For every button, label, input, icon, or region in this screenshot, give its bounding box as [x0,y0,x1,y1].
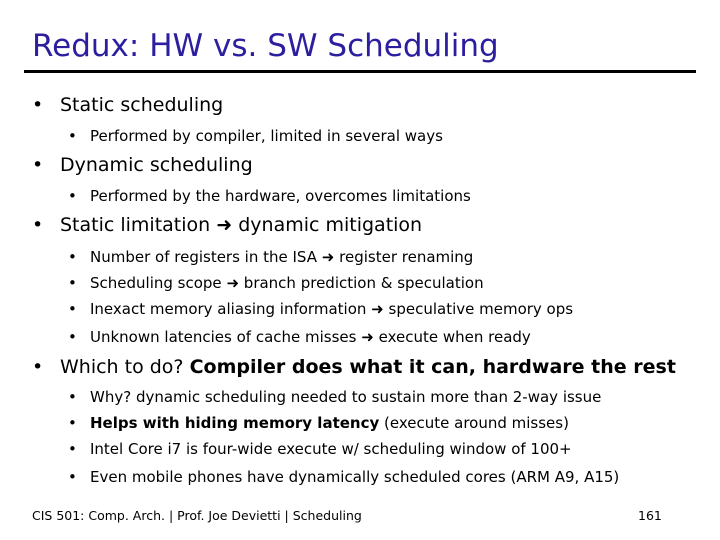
sub-bullet [68,127,443,145]
sub-bullet-text: Why? dynamic scheduling needed to sustain more than 2-way issue [90,388,602,406]
sub-bullet [68,328,531,346]
sub-bullet-rest: (execute around misses) [384,414,569,432]
bullet-icon: • [68,468,77,486]
page-number: 161 [638,508,662,523]
sub-bullet-bold: Helps with hiding memory latency [90,414,380,432]
bullet-static-scheduling [32,94,223,116]
sub-bullet-text: Performed by the hardware, overcomes limitations [90,187,471,205]
arrow-icon: ➜ [361,328,374,346]
sub-bullet [68,300,573,318]
bullet-icon: • [32,94,44,116]
arrow-icon: ➜ [226,274,240,292]
bullet-icon: • [68,414,77,432]
arrow-icon: ➜ [321,248,335,266]
slide-footer: CIS 501: Comp. Arch. | Prof. Joe Devietti | Scheduling [32,508,362,523]
bullet-bold-text: Compiler does what it can, hardware the rest [189,356,676,378]
slide-title: Redux: HW vs. SW Scheduling [32,28,499,64]
sub-bullet-post: speculative memory ops [388,300,574,318]
bullet-text: Dynamic scheduling [60,154,253,176]
arrow-icon: ➜ [216,214,233,236]
sub-bullet-post: execute when ready [378,328,531,346]
sub-bullet-pre: Unknown latencies of cache misses [90,328,357,346]
title-rule [24,70,696,73]
bullet-icon: • [68,187,77,205]
sub-bullet [68,187,471,205]
sub-bullet [68,468,619,486]
arrow-icon: ➜ [371,300,384,318]
sub-bullet [68,274,484,292]
bullet-icon: • [68,274,77,292]
bullet-icon: • [32,356,44,378]
bullet-text-post: dynamic mitigation [238,214,423,236]
bullet-icon: • [68,300,77,318]
bullet-icon: • [68,127,77,145]
sub-bullet-text: Even mobile phones have dynamically scheduled cores (ARM A9, A15) [90,468,620,486]
sub-bullet-post: branch prediction & speculation [243,274,484,292]
bullet-which-to-do [32,356,676,378]
sub-bullet [68,440,572,458]
bullet-icon: • [32,214,44,236]
bullet-icon: • [68,248,77,266]
sub-bullet [68,414,569,432]
sub-bullet-pre: Number of registers in the ISA [90,248,317,266]
sub-bullet-pre: Scheduling scope [90,274,222,292]
bullet-static-limitation [32,214,422,236]
sub-bullet [68,248,473,266]
bullet-text: Which to do? [60,356,184,378]
sub-bullet-post: register renaming [339,248,474,266]
sub-bullet-pre: Inexact memory aliasing information [90,300,367,318]
bullet-text-pre: Static limitation [60,214,211,236]
bullet-text: Static scheduling [60,94,224,116]
sub-bullet-text: Intel Core i7 is four-wide execute w/ scheduling window of 100+ [90,440,572,458]
bullet-icon: • [68,328,77,346]
bullet-dynamic-scheduling [32,154,253,176]
sub-bullet [68,388,601,406]
bullet-icon: • [32,154,44,176]
bullet-icon: • [68,440,77,458]
sub-bullet-text: Performed by compiler, limited in several ways [90,127,443,145]
bullet-icon: • [68,388,77,406]
